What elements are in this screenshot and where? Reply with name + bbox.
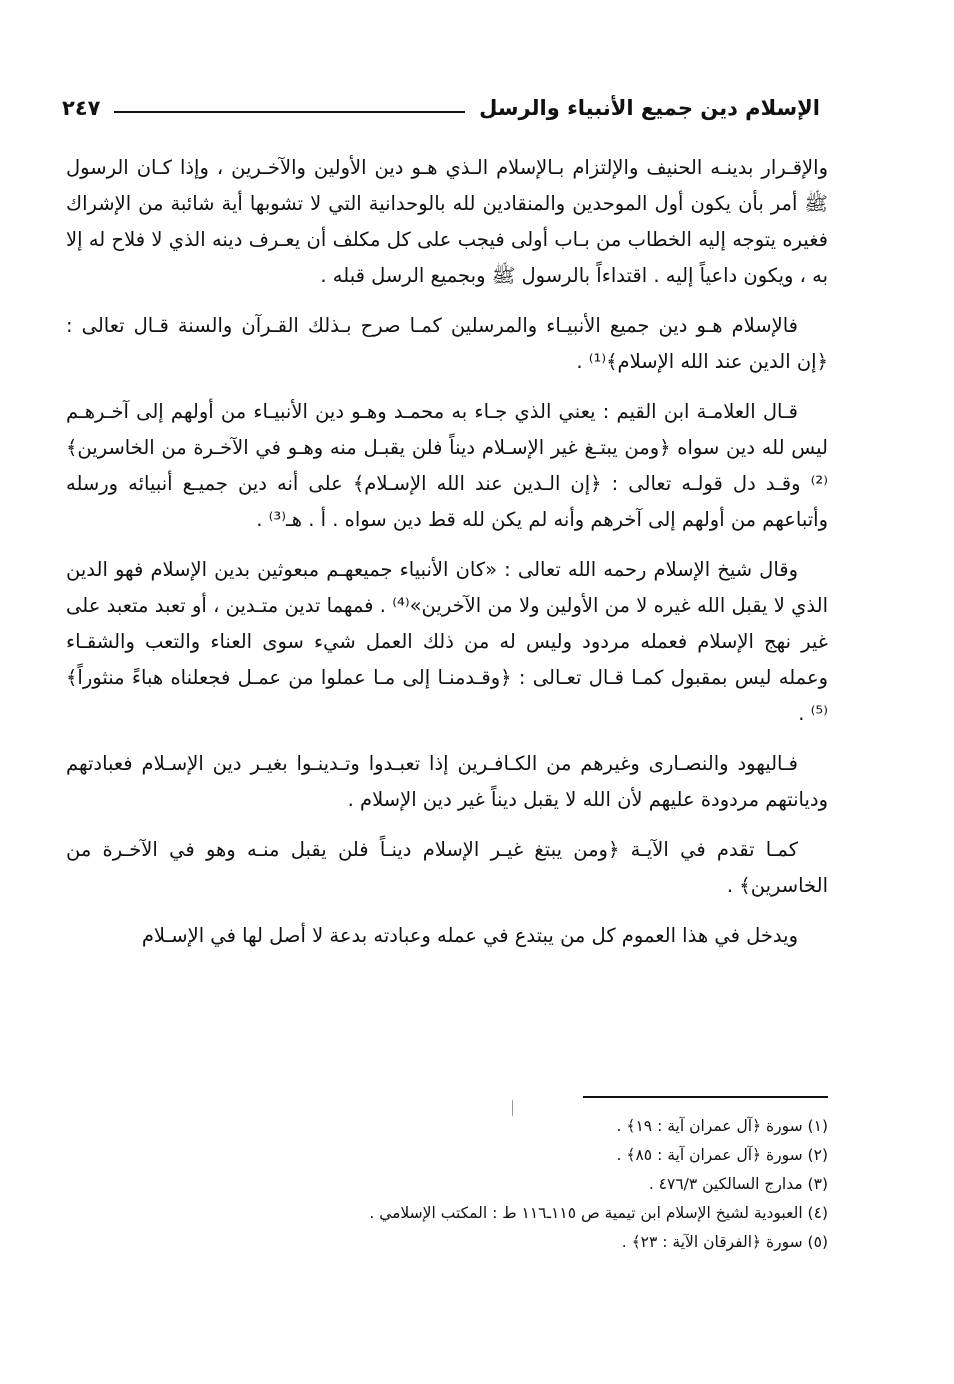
paragraph: فالإسلام هـو دين جميع الأنبيـاء والمرسلين كمـا صرح بـذلك القـرآن والسنة قـال تعالى : ﴿إن الدين عند الله الإسلام﴾⁽¹⁾ . bbox=[66, 314, 828, 373]
footnote: (٥) سورة ﴿الفرقان الآية : ٢٣﴾ . bbox=[621, 1233, 828, 1251]
paragraph: ويدخل في هذا العموم كل من يبتدع في عمله وعبادته بدعة لا أصل لها في الإسـلام bbox=[141, 924, 798, 947]
paragraph: والإقـرار بدينـه الحنيف والإلتزام بـالإسلام الـذي هـو دين الأولين والآخـرين ، وإذا كـان الرسول ﷺ أمر بأن يكون أول الموحدين والمنقادين لله بالوحدانية التي لا تشوبها أية شائبة من الإشراك فغيره يتوجه إليه الخطاب من بـاب أولى فيجب على كل مكلف أن يعـرف دينه الذي لا فلاح له إلا به ، ويكون داعياً إليه . اقتداءاً بالرسول ﷺ وبجميع الرسل قبله . bbox=[66, 156, 828, 287]
header-rule bbox=[114, 111, 465, 113]
footnote: (١) سورة ﴿آل عمران آية : ١٩﴾ . bbox=[616, 1117, 828, 1135]
page-header bbox=[62, 88, 820, 128]
footnote: (٣) مدارج السالكين ٤٧٦/٣ . bbox=[648, 1175, 828, 1193]
footnotes bbox=[200, 1112, 828, 1257]
running-title: الإسلام دين جميع الأنبياء والرسل bbox=[479, 96, 820, 120]
footnote-separator bbox=[583, 1096, 828, 1098]
paragraph: وقال شيخ الإسلام رحمه الله تعالى : «كان الأنبياء جميعهـم مبعوثين بدين الإسلام فهو الدين الذي لا يقبل الله غيره لا من الأولين ولا من الآخرين»⁽⁴⁾ . فمهما تدين متـدين ، أو تعبد متعبد على غير نهج الإسلام فعمله مردود وليس له من ذلك العمل شيء سوى العناء والتعب والشقـاء وعمله ليس بمقبول كمـا قـال تعـالى : ﴿وقـدمنـا إلى مـا عملوا من عمـل فجعلناه هباءً منثوراً﴾⁽⁵⁾ . bbox=[66, 558, 828, 725]
page-number: ٢٤٧ bbox=[62, 96, 101, 120]
paragraph: كمـا تقدم في الآيـة ﴿ومن يبتغ غيـر الإسلام دينـاً فلن يقبل منـه وهو في الآخـرة من الخاسرين﴾ . bbox=[66, 838, 828, 897]
footnote: (٢) سورة ﴿آل عمران آية : ٨٥﴾ . bbox=[616, 1146, 828, 1164]
footnote: (٤) العبودية لشيخ الإسلام ابن تيمية ص ١١٥ـ١١٦ ط : المكتب الإسلامي . bbox=[369, 1204, 828, 1222]
main-text bbox=[66, 150, 828, 968]
paragraph: فـاليهود والنصـارى وغيرهم من الكـافـرين إذا تعبـدوا وتـدينـوا بغيـر دين الإسـلام فعبادتهم وديانتهم مردودة عليهم لأن الله لا يقبل ديناً غير دين الإسلام . bbox=[66, 752, 828, 811]
paragraph: قـال العلامـة ابن القيم : يعني الذي جـاء به محمـد وهـو دين الأنبيـاء من أولهم إلى آخـرهـم ليس لله دين سواه ﴿ومن يبتـغ غير الإسـلام ديناً فلن يقبـل منه وهـو في الآخـرة من الخاسرين﴾⁽²⁾ وقـد دل قولـه تعالى : ﴿إن الـدين عند الله الإسـلام﴾ على أنه دين جميـع أنبيائه ورسله وأتباعهم من أولهم إلى آخرهم وأنه لم يكن لله قط دين سواه . أ . هـ⁽³⁾ . bbox=[66, 400, 828, 531]
